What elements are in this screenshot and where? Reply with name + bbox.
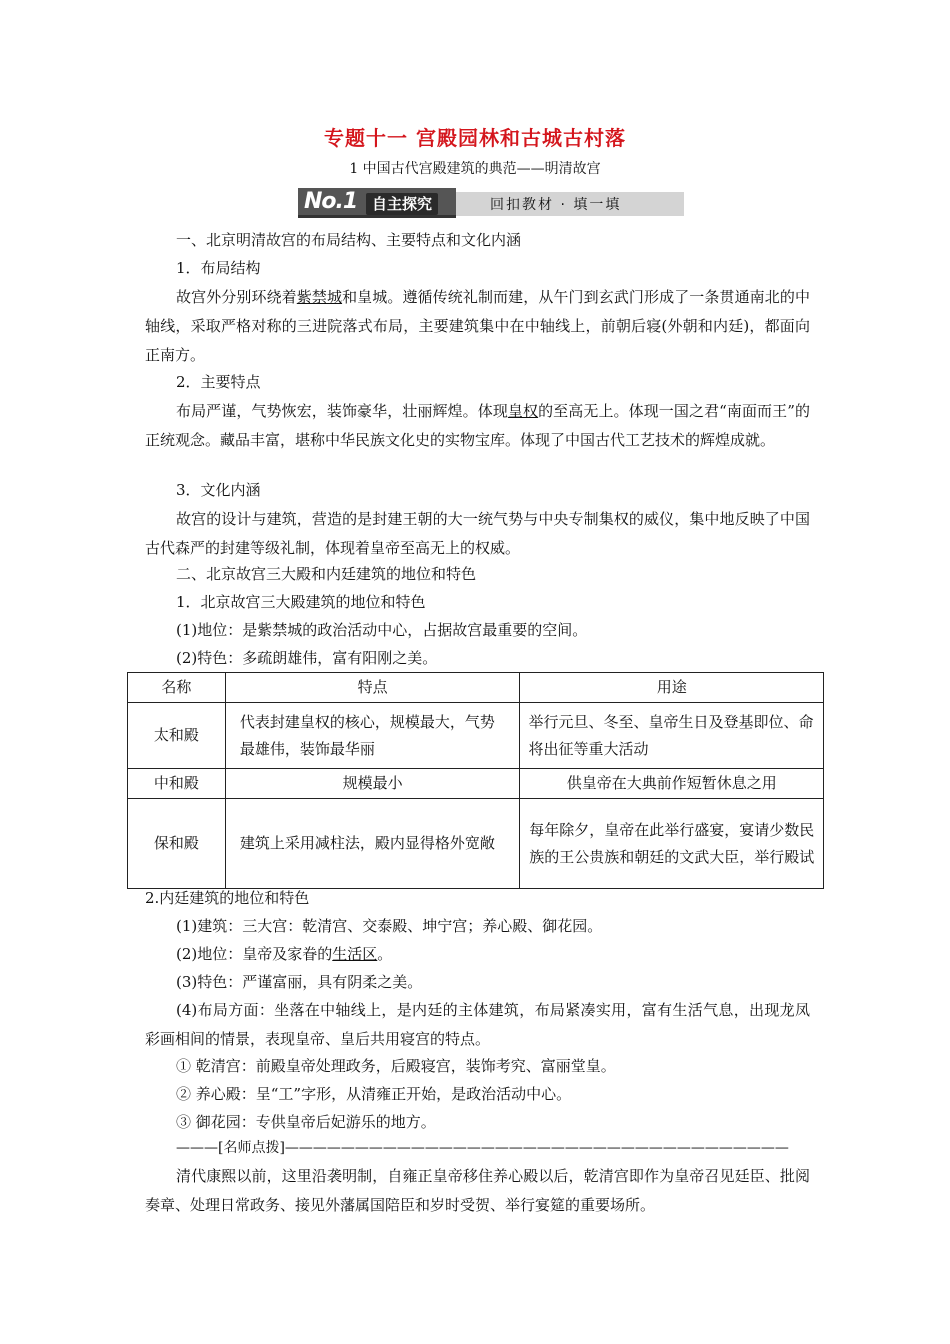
culture-title: 3．文化内涵 bbox=[176, 481, 261, 499]
table-row bbox=[128, 769, 824, 799]
circled-item-2: ② 养心殿：呈“工”字形，从清雍正开始，是政治活动中心。 bbox=[176, 1085, 572, 1103]
page-subtitle: 1 中国古代宫殿建筑的典范——明清故宫 bbox=[349, 161, 601, 177]
banner-dark-block bbox=[298, 188, 456, 218]
underlined-term: 紫禁城 bbox=[296, 288, 343, 306]
underlined-term: 皇权 bbox=[507, 402, 539, 420]
halls-status: (1)地位：是紫禁城的政治活动中心，占据故宫最重要的空间。 bbox=[176, 621, 588, 639]
banner-text: 回扣教材 · 填一填 bbox=[490, 197, 622, 213]
table-header-cell: 名称 bbox=[128, 673, 226, 703]
banner-number: No.1 bbox=[304, 189, 358, 214]
underlined-term: 生活区 bbox=[332, 945, 378, 963]
table-cell: 建筑上采用减柱法，殿内显得格外宽敞 bbox=[225, 799, 520, 889]
table-cell: 供皇帝在大典前作短暂休息之用 bbox=[520, 769, 824, 799]
section2-heading: 二、北京故宫三大殿和内廷建筑的地位和特色 bbox=[176, 565, 477, 583]
circled-item-3: ③ 御花园：专供皇帝后妃游乐的地方。 bbox=[176, 1113, 436, 1131]
section1-heading: 一、北京明清故宫的布局结构、主要特点和文化内涵 bbox=[176, 231, 522, 249]
halls-feature: (2)特色：多疏朗雄伟，富有阳刚之美。 bbox=[176, 649, 438, 667]
table-cell: 保和殿 bbox=[128, 799, 226, 889]
banner-light-block bbox=[456, 192, 684, 216]
table-cell: 中和殿 bbox=[128, 769, 226, 799]
table-cell: 规模最小 bbox=[225, 769, 520, 799]
section-banner bbox=[298, 188, 684, 218]
features-title: 2．主要特点 bbox=[176, 373, 261, 391]
table-cell: 代表封建皇权的核心，规模最大，气势最雄伟，装饰最华丽 bbox=[225, 703, 520, 769]
table-header-cell: 用途 bbox=[520, 673, 824, 703]
table-header-row bbox=[128, 673, 824, 703]
teacher-tip-divider: ———[名师点拨]———————————————————————————————————— bbox=[176, 1140, 789, 1156]
table-row bbox=[128, 799, 824, 889]
banner-tag: 自主探究 bbox=[366, 193, 438, 215]
halls-title: 1．北京故宫三大殿建筑的地位和特色 bbox=[176, 593, 426, 611]
table-cell: 每年除夕，皇帝在此举行盛宴，宴请少数民族的王公贵族和朝廷的文武大臣，举行殿试 bbox=[520, 799, 824, 889]
circled-item-1: ① 乾清宫：前殿皇帝处理政务，后殿寝宫，装饰考究、富丽堂皇。 bbox=[176, 1057, 616, 1075]
table-cell: 举行元旦、冬至、皇帝生日及登基即位、命将出征等重大活动 bbox=[520, 703, 824, 769]
halls-table bbox=[127, 672, 824, 889]
table-header-cell: 特点 bbox=[225, 673, 520, 703]
inner-court-layout: (4)布局方面：坐落在中轴线上，是内廷的主体建筑，布局紧凑实用，富有生活气息，出现龙凤彩画相间的情景，表现皇帝、皇后共用寝宫的特点。 bbox=[145, 1001, 810, 1048]
inner-court-buildings: (1)建筑：三大宫：乾清宫、交泰殿、坤宁宫；养心殿、御花园。 bbox=[176, 917, 603, 935]
features-paragraph: 布局严谨，气势恢宏，装饰豪华，壮丽辉煌。体现皇权的至高无上。体现一国之君“南面而王”的正统观念。藏品丰富，堪称中华民族文化史的实物宝库。体现了中国古代工艺技术的辉煌成就。 bbox=[145, 402, 810, 449]
table-cell: 太和殿 bbox=[128, 703, 226, 769]
page-title: 专题十一 宫殿园林和古城古村落 bbox=[324, 126, 626, 150]
inner-court-title: 2.内廷建筑的地位和特色 bbox=[145, 889, 310, 907]
teacher-tip-paragraph: 清代康熙以前，这里沿袭明制，自雍正皇帝移住养心殿以后，乾清宫即作为皇帝召见廷臣、批阅奏章、处理日常政务、接见外藩属国陪臣和岁时受贺、举行宴筵的重要场所。 bbox=[145, 1167, 810, 1214]
layout-paragraph: 故宫外分别环绕着紫禁城和皇城。遵循传统礼制而建，从午门到玄武门形成了一条贯通南北的中轴线，采取严格对称的三进院落式布局，主要建筑集中在中轴线上，前朝后寝(外朝和内廷)，都面向正南方。 bbox=[145, 288, 810, 364]
culture-paragraph: 故宫的设计与建筑，营造的是封建王朝的大一统气势与中央专制集权的威仪，集中地反映了中国古代森严的封建等级礼制，体现着皇帝至高无上的权威。 bbox=[145, 510, 810, 557]
table-row bbox=[128, 703, 824, 769]
inner-court-feature: (3)特色：严谨富丽，具有阴柔之美。 bbox=[176, 973, 423, 991]
inner-court-status: (2)地位：皇帝及家眷的生活区。 bbox=[176, 945, 393, 963]
layout-title: 1．布局结构 bbox=[176, 259, 261, 277]
